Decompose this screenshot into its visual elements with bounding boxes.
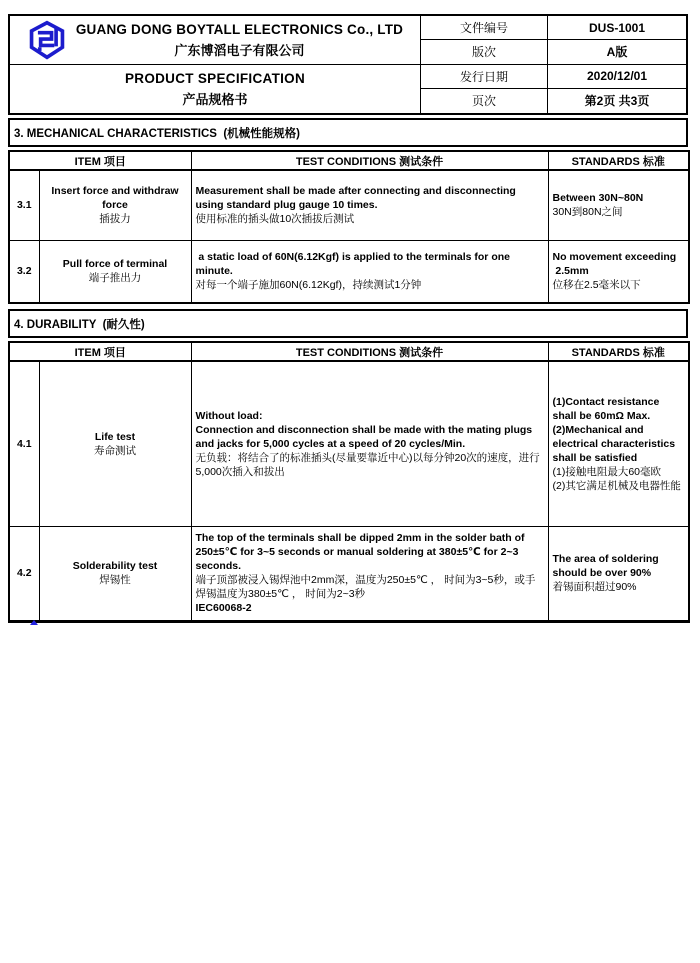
text-line: 端子推出力 [88,272,142,285]
conditions-cell [191,170,548,240]
text-line: 焊锡性 [99,574,131,586]
row-number: 3.1 [9,170,39,240]
text-line: 使用标准的插头做10次插拔后测试 [195,213,355,226]
text-line: The area of soldering should be over 90% [552,553,662,579]
conditions-cell [191,361,548,526]
sections-container [8,118,688,623]
spec-section [8,309,688,623]
document-title-zh: 产品规格书 [182,91,248,107]
section-title: 4. DURABILITY (耐久性) [8,309,688,338]
text-line: (2)Mechanical and electrical characteristics shall be satisfied [552,423,679,464]
text-line: a static load of 60N(6.12Kgf) is applied to the terminals for one minute. [195,251,513,278]
spec-table [8,341,690,623]
text-line: The top of the terminals shall be dipped 2mm in the solder bath of 250±5℃ for 3~5 seconds or manual soldering at 380±5℃ for 2~3 seconds. [195,532,528,572]
item-cell [39,526,191,621]
meta-value-doc-number: DUS-1001 [548,16,686,40]
row-number: 4.2 [9,526,39,621]
spec-table [8,150,690,304]
section-title: 3. MECHANICAL CHARACTERISTICS (机械性能规格) [8,118,688,147]
column-header-item: ITEM 项目 [9,151,191,170]
conditions-cell [191,240,548,303]
text-line: 30N到80N之间 [552,206,623,219]
text-line: (1)接触电阻最大60毫欧 [552,465,662,478]
meta-value-page-number: 第2页 共3页 [584,94,650,109]
column-header-row [9,151,689,170]
text-line: IEC60068-2 [195,602,252,614]
table-row [9,526,689,621]
meta-label-revision: 版次 [421,40,548,64]
text-line: 位移在2.5毫米以下 [552,279,641,292]
doc-meta-table [421,16,686,113]
column-header-conditions: TEST CONDITIONS 测试条件 [191,342,548,361]
text-line: No movement exceeding [552,251,677,264]
column-header-row [9,342,689,361]
company-name-en: GUANG DONG BOYTALL ELECTRONICS Co., LTD [75,21,404,37]
standards-cell [548,361,689,526]
table-row [9,240,689,303]
standards-cell [548,170,689,240]
text-line: Between 30N~80N [552,192,644,205]
text-line: Connection and disconnection shall be made with the mating plugs and jacks for 5,000 cycles at a speed of 20 cycles/Min. [195,423,536,450]
document-title-en: PRODUCT SPECIFICATION [124,70,306,86]
text-line: 寿命测试 [94,444,136,457]
meta-label-issue-date: 发行日期 [421,65,548,89]
blue-triangle-mark-icon [30,620,38,625]
text-line: 端子顶部被浸入锡焊池中2mm深，温度为250±5℃ ， 时间为3~5秒，或手焊锡温度为380±5℃ ， 时间为2~3秒 [195,574,536,600]
header-left-block [10,16,421,113]
document-title-block [10,65,420,113]
text-line: 无负载：将结合了的标准插头(尽量要靠近中心)以每分钟20次的速度，进行5,000次插入和拔出 [195,451,540,478]
company-name [76,22,403,59]
spec-section [8,118,688,304]
column-header-item: ITEM 项目 [9,342,191,361]
text-line: (1)Contact resistance shall be 60mΩ Max. [552,395,663,422]
text-line: Solderability test [72,560,158,572]
text-line: 插拔力 [99,213,131,226]
text-line: 着锡面积超过90% [552,581,637,593]
meta-value-revision: A版 [548,40,686,64]
column-header-standards: STANDARDS 标准 [548,151,689,170]
item-cell [39,240,191,303]
meta-label-doc-number: 文件编号 [421,16,548,40]
company-logo-icon [27,20,67,60]
text-line: Insert force and withdraw force [51,185,182,212]
document-page [8,14,688,623]
text-line: 对每一个端子施加60N(6.12Kgf)，持续测试1分钟 [195,279,422,292]
column-header-standards: STANDARDS 标准 [548,342,689,361]
company-name-zh: 广东博滔电子有限公司 [174,42,305,58]
row-number: 4.1 [9,361,39,526]
item-cell [39,361,191,526]
text-line: Life test [94,430,136,443]
text-line: (2)其它满足机械及电器性能 [552,479,681,492]
standards-cell [548,526,689,621]
standards-cell [548,240,689,303]
column-header-conditions: TEST CONDITIONS 测试条件 [191,151,548,170]
meta-label-page-number: 页次 [421,89,548,113]
table-row [9,170,689,240]
text-line: Measurement shall be made after connecting and disconnecting using standard plug gauge 10 times. [195,185,519,212]
text-line: Pull force of terminal [62,258,168,271]
row-number: 3.2 [9,240,39,303]
conditions-cell [191,526,548,621]
company-block [10,16,420,65]
meta-value-issue-date: 2020/12/01 [548,65,686,89]
text-line: 2.5mm [552,265,589,278]
document-header [8,14,688,115]
text-line: Without load: [195,409,263,422]
item-cell [39,170,191,240]
table-row [9,361,689,526]
